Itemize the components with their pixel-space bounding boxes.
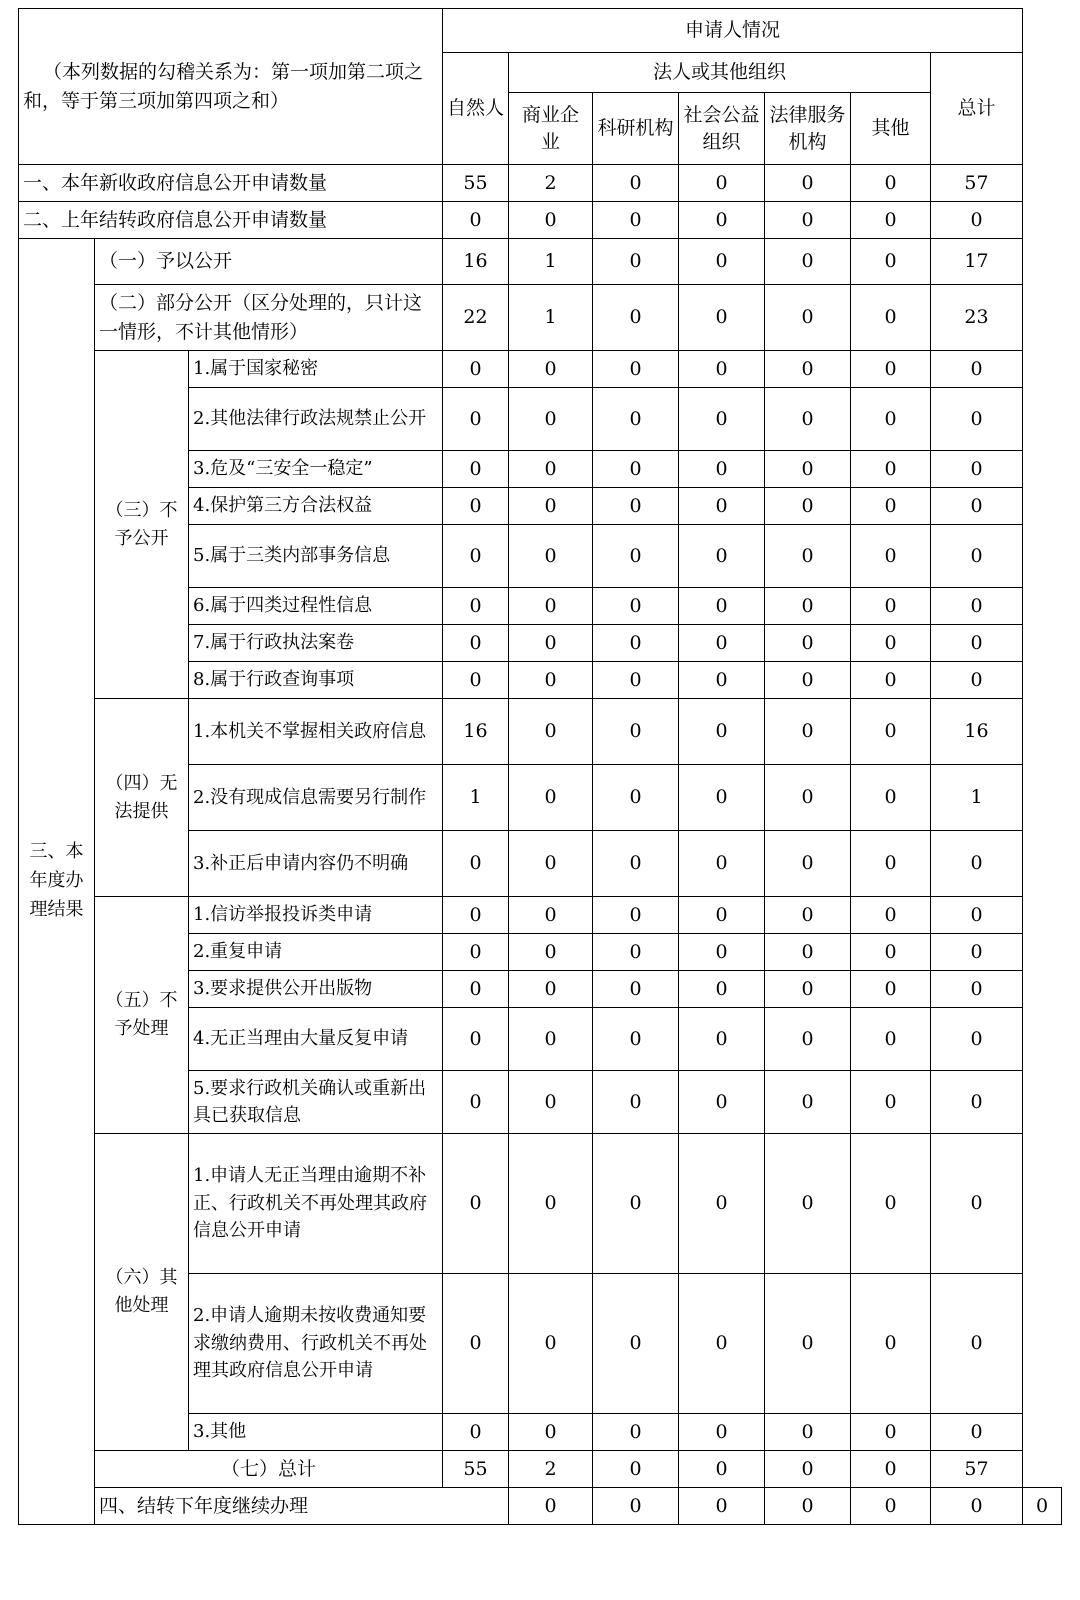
table-row [19, 202, 1062, 239]
cell-value: 0 [593, 488, 679, 525]
cell-value: 0 [679, 451, 765, 488]
header-col-commercial-enterprise: 商业企业 [509, 93, 593, 165]
cell-value: 0 [509, 1488, 593, 1525]
cell-value: 0 [679, 525, 765, 588]
cell-value: 0 [931, 1488, 1023, 1525]
cell-value: 0 [593, 1274, 679, 1414]
cell-value: 0 [593, 897, 679, 934]
cell-value: 0 [931, 388, 1023, 451]
table-row [19, 897, 1062, 934]
cell-value: 0 [509, 662, 593, 699]
cell-value: 0 [509, 351, 593, 388]
cell-value: 0 [509, 934, 593, 971]
row-label-repeated-applications-without-reason: 4.无正当理由大量反复申请 [189, 1008, 443, 1071]
cell-value: 0 [931, 525, 1023, 588]
cell-value: 0 [509, 488, 593, 525]
cell-value: 0 [765, 625, 851, 662]
cell-value: 2 [509, 165, 593, 202]
cell-value: 0 [931, 1414, 1023, 1451]
cell-value: 0 [679, 1008, 765, 1071]
cell-value: 0 [679, 1071, 765, 1134]
cell-value: 0 [679, 285, 765, 351]
cell-value: 0 [679, 897, 765, 934]
cell-value: 0 [765, 285, 851, 351]
row-label-carried-over-applications: 二、上年结转政府信息公开申请数量 [19, 202, 443, 239]
header-legal-or-other-org: 法人或其他组织 [509, 53, 931, 93]
cell-value: 0 [765, 1451, 851, 1488]
table-row [19, 1134, 1062, 1274]
cell-value: 0 [765, 934, 851, 971]
row-label-internal-affairs-info: 5.属于三类内部事务信息 [189, 525, 443, 588]
cell-value: 0 [679, 351, 765, 388]
cell-value: 0 [443, 451, 509, 488]
cell-value: 0 [931, 831, 1023, 897]
header-natural-person: 自然人 [443, 53, 509, 165]
cell-value: 0 [679, 1134, 765, 1274]
cell-value: 1 [509, 239, 593, 285]
header-col-other: 其他 [851, 93, 931, 165]
cell-value: 1 [931, 765, 1023, 831]
cell-value: 0 [931, 934, 1023, 971]
group-label-unable-to-provide: （四）无法提供 [95, 699, 189, 897]
row-label-request-public-publications: 3.要求提供公开出版物 [189, 971, 443, 1008]
cell-value: 0 [1023, 1488, 1062, 1525]
cell-value: 0 [851, 1488, 931, 1525]
cell-value: 0 [593, 239, 679, 285]
cell-value: 0 [679, 971, 765, 1008]
cell-value: 0 [765, 1414, 851, 1451]
cell-value: 0 [765, 1488, 851, 1525]
cell-value: 0 [765, 662, 851, 699]
cell-value: 0 [765, 202, 851, 239]
cell-value: 0 [765, 351, 851, 388]
cell-value: 0 [931, 1071, 1023, 1134]
cell-value: 0 [851, 388, 931, 451]
cell-value: 0 [765, 765, 851, 831]
cell-value: 0 [443, 488, 509, 525]
cell-value: 0 [765, 525, 851, 588]
cell-value: 0 [851, 202, 931, 239]
cell-value: 0 [593, 351, 679, 388]
cell-value: 0 [931, 451, 1023, 488]
row-label-still-unclear-after-correction: 3.补正后申请内容仍不明确 [189, 831, 443, 897]
cell-value: 57 [931, 1451, 1023, 1488]
cell-value: 0 [679, 588, 765, 625]
cell-value: 0 [679, 699, 765, 765]
cell-value: 0 [443, 388, 509, 451]
cell-value: 0 [851, 1134, 931, 1274]
header-note-cell: （本列数据的勾稽关系为：第一项加第二项之和，等于第三项加第四项之和） [19, 9, 443, 165]
table-row [19, 285, 1062, 351]
cell-value: 0 [931, 1134, 1023, 1274]
cell-value: 0 [509, 588, 593, 625]
cell-value: 0 [443, 1071, 509, 1134]
cell-value: 0 [593, 202, 679, 239]
cell-value: 23 [931, 285, 1023, 351]
cell-value: 0 [679, 625, 765, 662]
cell-value: 0 [851, 699, 931, 765]
cell-value: 0 [851, 588, 931, 625]
cell-value: 0 [443, 525, 509, 588]
cell-value: 0 [931, 351, 1023, 388]
cell-value: 0 [931, 662, 1023, 699]
cell-value: 1 [443, 765, 509, 831]
cell-value: 0 [851, 351, 931, 388]
cell-value: 0 [593, 588, 679, 625]
cell-value: 0 [593, 1488, 679, 1525]
cell-value: 0 [443, 1134, 509, 1274]
cell-value: 16 [931, 699, 1023, 765]
row-label-overdue-unpaid-fees: 2.申请人逾期未按收费通知要求缴纳费用、行政机关不再处理其政府信息公开申请 [189, 1274, 443, 1414]
cell-value: 0 [679, 831, 765, 897]
cell-value: 0 [851, 625, 931, 662]
table-row [19, 1488, 1062, 1525]
cell-value: 0 [851, 1008, 931, 1071]
cell-value: 0 [851, 285, 931, 351]
cell-value: 0 [593, 451, 679, 488]
cell-value: 0 [851, 525, 931, 588]
cell-value: 0 [851, 831, 931, 897]
cell-value: 16 [443, 239, 509, 285]
table-row [19, 239, 1062, 285]
cell-value: 0 [851, 451, 931, 488]
cell-value: 0 [851, 1414, 931, 1451]
cell-value: 16 [443, 699, 509, 765]
cell-value: 0 [443, 1274, 509, 1414]
header-applicant-situation: 申请人情况 [443, 9, 1023, 53]
cell-value: 0 [593, 1134, 679, 1274]
cell-value: 0 [593, 831, 679, 897]
cell-value: 0 [851, 971, 931, 1008]
cell-value: 0 [443, 202, 509, 239]
cell-value: 0 [679, 488, 765, 525]
group-label-section3: 三、本年度办理结果 [19, 239, 95, 1525]
row-label-administrative-enforcement-files: 7.属于行政执法案卷 [189, 625, 443, 662]
cell-value: 0 [593, 971, 679, 1008]
row-label-new-applications: 一、本年新收政府信息公开申请数量 [19, 165, 443, 202]
cell-value: 0 [851, 897, 931, 934]
cell-value: 0 [765, 239, 851, 285]
cell-value: 0 [509, 625, 593, 662]
cell-value: 0 [593, 765, 679, 831]
cell-value: 0 [509, 897, 593, 934]
cell-value: 0 [593, 1008, 679, 1071]
cell-value: 0 [679, 202, 765, 239]
cell-value: 0 [931, 1008, 1023, 1071]
cell-value: 0 [931, 1274, 1023, 1414]
cell-value: 0 [851, 165, 931, 202]
cell-value: 0 [593, 1451, 679, 1488]
cell-value: 0 [593, 165, 679, 202]
cell-value: 0 [765, 165, 851, 202]
cell-value: 0 [443, 1414, 509, 1451]
table-row [19, 1451, 1062, 1488]
cell-value: 0 [443, 1008, 509, 1071]
row-label-other: 3.其他 [189, 1414, 443, 1451]
cell-value: 0 [679, 239, 765, 285]
cell-value: 0 [593, 934, 679, 971]
cell-value: 0 [509, 1071, 593, 1134]
cell-value: 0 [443, 588, 509, 625]
row-label-disclosed: （一）予以公开 [95, 239, 443, 285]
cell-value: 0 [509, 451, 593, 488]
cell-value: 0 [851, 1451, 931, 1488]
cell-value: 0 [509, 1414, 593, 1451]
cell-value: 0 [509, 1274, 593, 1414]
cell-value: 0 [443, 897, 509, 934]
cell-value: 22 [443, 285, 509, 351]
cell-value: 0 [931, 488, 1023, 525]
cell-value: 0 [509, 1008, 593, 1071]
row-label-partially-disclosed: （二）部分公开（区分处理的，只计这一情形，不计其他情形） [95, 285, 443, 351]
row-label-no-ready-made-info: 2.没有现成信息需要另行制作 [189, 765, 443, 831]
cell-value: 0 [443, 351, 509, 388]
cell-value: 55 [443, 165, 509, 202]
cell-value: 0 [931, 971, 1023, 1008]
cell-value: 0 [679, 1488, 765, 1525]
header-col-research-institution: 科研机构 [593, 93, 679, 165]
cell-value: 55 [443, 1451, 509, 1488]
cell-value: 17 [931, 239, 1023, 285]
government-info-disclosure-table [18, 8, 1062, 1525]
cell-value: 0 [509, 525, 593, 588]
row-label-request-confirm-or-reissue: 5.要求行政机关确认或重新出具已获取信息 [189, 1071, 443, 1134]
cell-value: 0 [851, 662, 931, 699]
cell-value: 0 [765, 1071, 851, 1134]
cell-value: 0 [509, 388, 593, 451]
cell-value: 0 [851, 934, 931, 971]
cell-value: 0 [443, 662, 509, 699]
cell-value: 0 [443, 831, 509, 897]
cell-value: 0 [509, 765, 593, 831]
cell-value: 0 [679, 165, 765, 202]
cell-value: 2 [509, 1451, 593, 1488]
cell-value: 0 [931, 625, 1023, 662]
cell-value: 0 [765, 897, 851, 934]
row-label-overdue-no-correction: 1.申请人无正当理由逾期不补正、行政机关不再处理其政府信息公开申请 [189, 1134, 443, 1274]
row-label-state-secret: 1.属于国家秘密 [189, 351, 443, 388]
cell-value: 0 [593, 625, 679, 662]
cell-value: 0 [765, 488, 851, 525]
cell-value: 0 [851, 1274, 931, 1414]
cell-value: 0 [931, 202, 1023, 239]
cell-value: 0 [765, 1134, 851, 1274]
cell-value: 0 [509, 202, 593, 239]
table-header-row-1 [19, 9, 1062, 53]
cell-value: 0 [765, 588, 851, 625]
row-label-administrative-inquiry-items: 8.属于行政查询事项 [189, 662, 443, 699]
row-label-process-info: 6.属于四类过程性信息 [189, 588, 443, 625]
group-label-not-disclosed: （三）不予公开 [95, 351, 189, 699]
cell-value: 0 [679, 765, 765, 831]
group-label-other-handling: （六）其他处理 [95, 1134, 189, 1451]
cell-value: 0 [851, 765, 931, 831]
cell-value: 0 [679, 1414, 765, 1451]
header-total: 总计 [931, 53, 1023, 165]
cell-value: 0 [593, 662, 679, 699]
cell-value: 0 [851, 239, 931, 285]
row-label-other-laws-prohibit: 2.其他法律行政法规禁止公开 [189, 388, 443, 451]
cell-value: 0 [679, 934, 765, 971]
cell-value: 57 [931, 165, 1023, 202]
cell-value: 0 [765, 1008, 851, 1071]
cell-value: 0 [765, 831, 851, 897]
cell-value: 0 [443, 971, 509, 1008]
cell-value: 0 [593, 699, 679, 765]
cell-value: 0 [679, 1274, 765, 1414]
cell-value: 0 [593, 525, 679, 588]
cell-value: 0 [443, 934, 509, 971]
cell-value: 1 [509, 285, 593, 351]
table-row [19, 351, 1062, 388]
cell-value: 0 [679, 662, 765, 699]
cell-value: 0 [509, 699, 593, 765]
cell-value: 0 [593, 388, 679, 451]
row-label-petition-complaint: 1.信访举报投诉类申请 [189, 897, 443, 934]
row-label-agency-lacks-info: 1.本机关不掌握相关政府信息 [189, 699, 443, 765]
cell-value: 0 [765, 971, 851, 1008]
row-label-carry-to-next-year: 四、结转下年度继续办理 [95, 1488, 509, 1525]
row-label-subtotal: （七）总计 [95, 1451, 443, 1488]
group-label-not-processed: （五）不予处理 [95, 897, 189, 1134]
cell-value: 0 [931, 588, 1023, 625]
cell-value: 0 [765, 1274, 851, 1414]
cell-value: 0 [593, 1071, 679, 1134]
header-col-social-welfare-org: 社会公益组织 [679, 93, 765, 165]
cell-value: 0 [443, 625, 509, 662]
cell-value: 0 [593, 1414, 679, 1451]
cell-value: 0 [679, 1451, 765, 1488]
cell-value: 0 [765, 451, 851, 488]
cell-value: 0 [765, 388, 851, 451]
cell-value: 0 [851, 488, 931, 525]
table-row [19, 699, 1062, 765]
cell-value: 0 [509, 971, 593, 1008]
cell-value: 0 [509, 831, 593, 897]
cell-value: 0 [765, 699, 851, 765]
cell-value: 0 [593, 285, 679, 351]
row-label-endanger-security-stability: 3.危及“三安全一稳定” [189, 451, 443, 488]
cell-value: 0 [851, 1071, 931, 1134]
cell-value: 0 [509, 1134, 593, 1274]
table-row [19, 165, 1062, 202]
row-label-protect-third-party-rights: 4.保护第三方合法权益 [189, 488, 443, 525]
header-col-legal-service-org: 法律服务机构 [765, 93, 851, 165]
cell-value: 0 [679, 388, 765, 451]
cell-value: 0 [931, 897, 1023, 934]
row-label-duplicate-application: 2.重复申请 [189, 934, 443, 971]
